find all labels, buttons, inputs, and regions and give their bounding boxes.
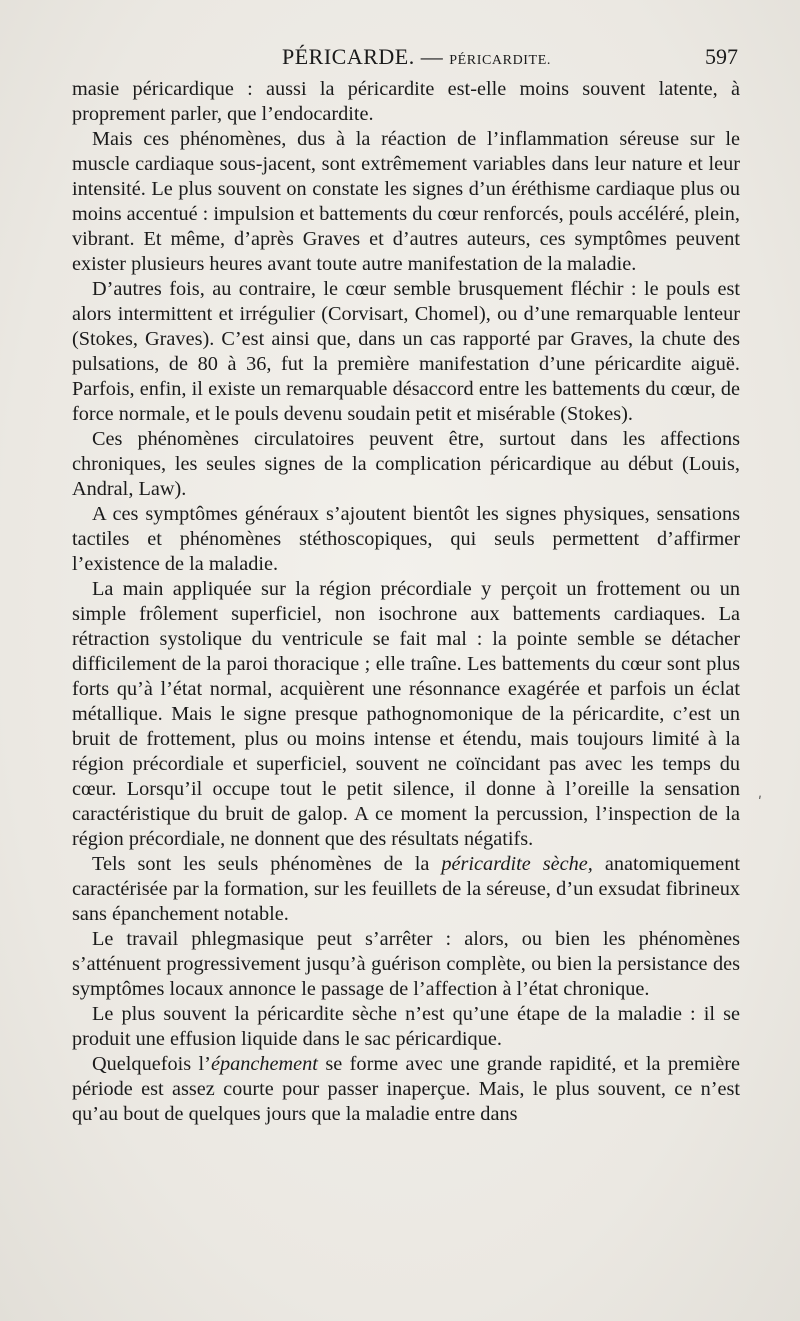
paragraph	[72, 502, 740, 577]
text-run: Quelquefois l’	[92, 1053, 211, 1075]
paragraph	[72, 852, 740, 927]
page-header	[72, 44, 740, 74]
paragraph	[72, 1002, 740, 1052]
running-head-dash: —	[420, 44, 444, 69]
paragraph	[72, 577, 740, 852]
paragraph	[72, 77, 740, 127]
italic-text: péricardite sèche,	[441, 853, 593, 875]
text-run: Le plus souvent la péricardite sèche n’est qu’une étape de la maladie : il se produit une effusion liquide dans le sac péricardique.	[72, 1003, 740, 1050]
italic-text: épanchement	[210, 1053, 318, 1075]
paragraph	[72, 127, 740, 277]
paragraph	[72, 1052, 740, 1127]
text-run: Mais ces phénomènes, dus à la réaction de l’inflammation séreuse sur le muscle cardiaque sous-jacent, sont extrêmement variables dans leur nature et leur intensité. Le plus souvent on constate les signes d’un éréthisme cardiaque plus ou moins accentué : impulsion et battements du cœur renforcés, pouls accéléré, plein, vibrant. Et même, d’après Graves et d’autres auteurs, ces symptômes peuvent exister plusieurs heures avant toute autre manifestation de la maladie.	[72, 128, 740, 275]
running-head-subtitle: PÉRICARDITE.	[449, 53, 551, 68]
paragraph	[72, 427, 740, 502]
text-run: anatomiquement caractérisée par la formation, sur les feuillets de la séreuse, d’un exsudat fibrineux sans épanchement notable.	[72, 853, 740, 925]
body-text	[72, 77, 740, 1127]
text-run: Tels sont les seuls phénomènes de la	[92, 853, 442, 875]
paragraph	[72, 927, 740, 1002]
text-run: La main appliquée sur la région précordiale y perçoit un frottement ou un simple frôlement superficiel, non isochrone aux battements cardiaques. La rétraction systolique du ventricule se fait mal : la pointe semble se détacher difficilement de la paroi thoracique ; elle traîne. Les battements du cœur sont plus forts qu’à l’état normal, acquièrent une résonnance exagérée et parfois un éclat métallique. Mais le signe presque pathognomonique de la péricardite, c’est un bruit de frottement, plus ou moins intense et étendu, mais toujours limité à la région précordiale et superficiel, souvent ne coïncidant pas avec les temps du cœur. Lorsqu’il occupe tout le petit silence, il donne à l’oreille la sensation caractéristique du bruit de galop. A ce moment la percussion, l’inspection de la région précordiale, ne donnent que des résultats négatifs.	[72, 578, 740, 850]
paragraph	[72, 277, 740, 427]
text-run: masie péricardique : aussi la péricardite est-elle moins souvent latente, à proprement parler, que l’endocardite.	[72, 78, 740, 125]
running-head	[282, 44, 551, 70]
margin-mark: ʹ	[758, 795, 762, 811]
page-number: 597	[705, 44, 738, 69]
text-run: Ces phénomènes circulatoires peuvent être, surtout dans les affections chroniques, les seules signes de la complication péricardique au début (Louis, Andral, Law).	[72, 428, 740, 500]
text-run: se forme avec une grande rapidité, et la première période est assez courte pour passer inaperçue. Mais, le plus souvent, ce n’est qu’au bout de quelques jours que la maladie entre dans	[72, 1053, 740, 1125]
running-head-title: PÉRICARDE.	[282, 44, 415, 69]
text-run: A ces symptômes généraux s’ajoutent bientôt les signes physiques, sensations tactiles et phénomènes stéthoscopiques, qui seuls permettent d’affirmer l’existence de la maladie.	[72, 503, 740, 575]
text-run: D’autres fois, au contraire, le cœur semble brusquement fléchir : le pouls est alors intermittent et irrégulier (Corvisart, Chomel), ou d’une remarquable lenteur (Stokes, Graves). C’est ainsi que, dans un cas rapporté par Graves, la chute des pulsations, de 80 à 36, fut la première manifestation d’une péricardite aiguë. Parfois, enfin, il existe un remarquable désaccord entre les battements du cœur, de force normale, et le pouls devenu soudain petit et misérable (Stokes).	[72, 278, 740, 425]
text-run: Le travail phlegmasique peut s’arrêter : alors, ou bien les phénomènes s’atténuent progressivement jusqu’à guérison complète, ou bien la persistance des symptômes locaux annonce le passage de l’affection à l’état chronique.	[72, 928, 740, 1000]
